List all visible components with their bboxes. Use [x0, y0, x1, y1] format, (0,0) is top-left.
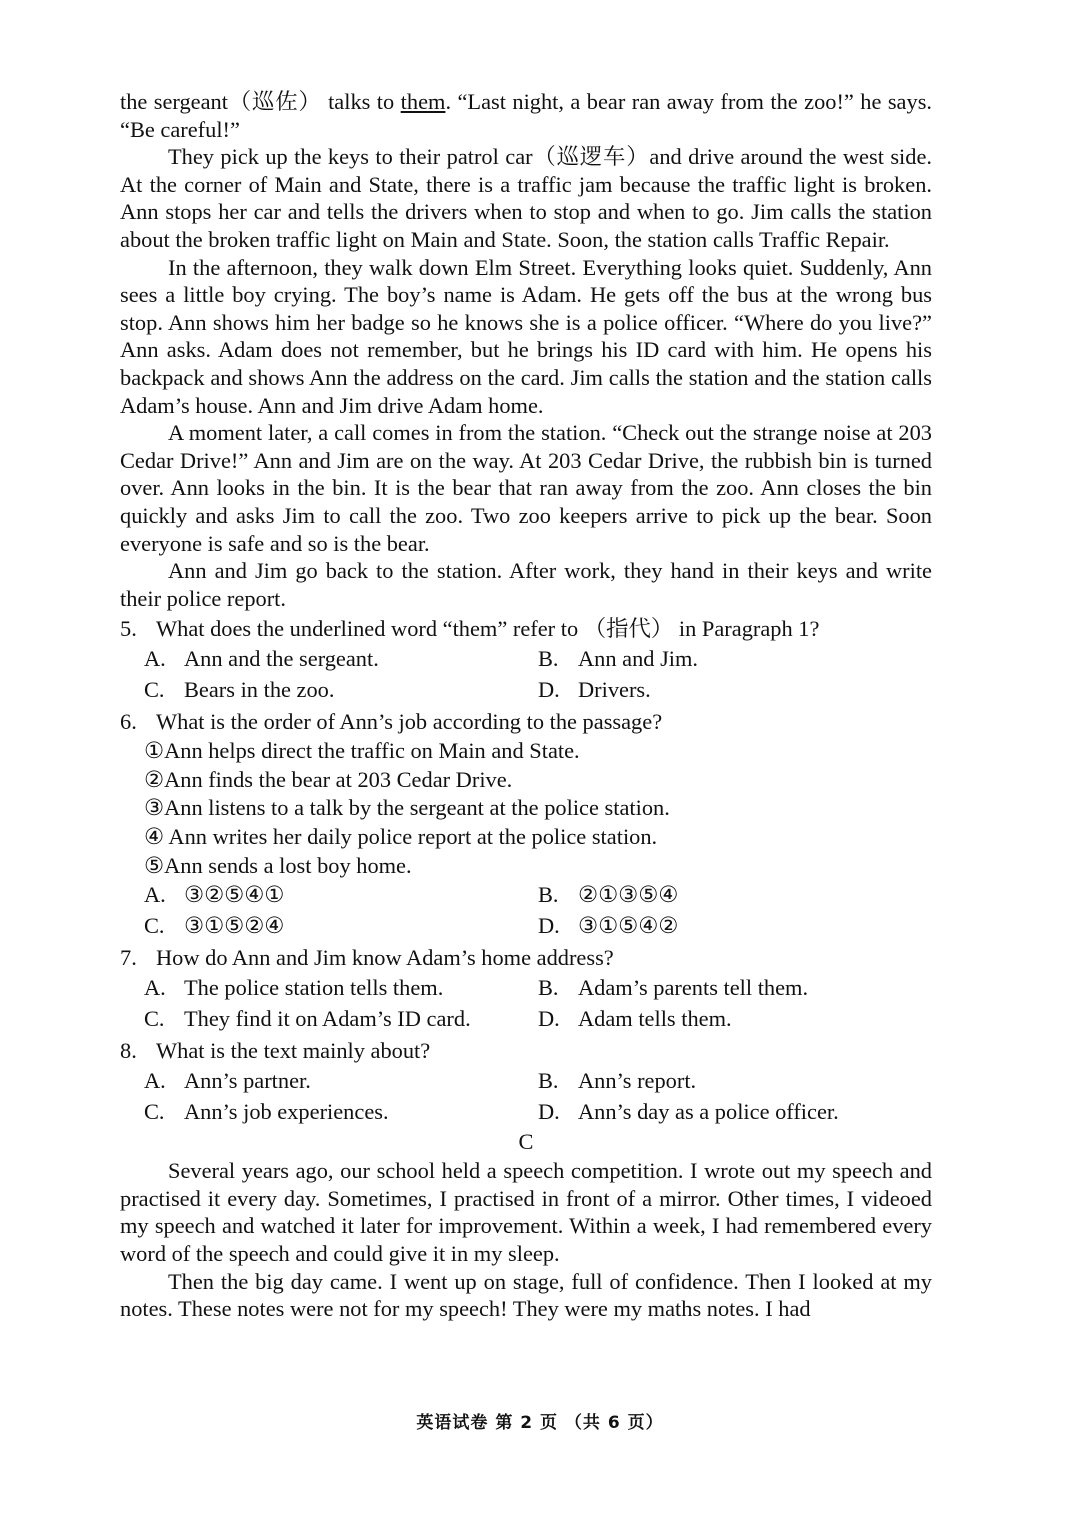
- option-d: D. Adam tells them.: [538, 1005, 732, 1031]
- question-8-stem: 8. What is the text mainly about?: [120, 1038, 431, 1064]
- passage-b-paragraph-2: They pick up the keys to their patrol car（巡逻车）and drive around the west side. At the corner of Main and State, there is a traffic jam because the traffic light is broken. Ann stops her car and tells the drivers when to stop and when to go. Jim calls the station about the broken traffic light on Main and State. Soon, the station calls Traffic Repair.: [120, 144, 932, 252]
- question-8-options: [120, 1066, 932, 1127]
- option-d: D. Ann’s day as a police officer.: [538, 1098, 839, 1124]
- option-a: A. Ann’s partner.: [144, 1068, 311, 1094]
- passage-b-paragraph-3: In the afternoon, they walk down Elm Street. Everything looks quiet. Suddenly, Ann sees a little boy crying. The boy’s name is Adam. He gets off the bus at the wrong bus stop. Ann shows him her badge so he knows she is a police officer. “Where do you live?” Ann asks. Adam does not remember, but he brings his ID card with him. He opens his backpack and shows Ann the address on the card. Jim calls the station and the station calls Adam’s house. Ann and Jim drive Adam home.: [120, 254, 932, 418]
- exam-page: [120, 88, 932, 1323]
- step-5: ⑤Ann sends a lost boy home.: [144, 852, 412, 878]
- option-c: C. They find it on Adam’s ID card.: [144, 1005, 471, 1031]
- question-5-stem: 5. What does the underlined word “them” refer to （指代） in Paragraph 1?: [120, 616, 820, 642]
- option-b: B. ②①③⑤④: [538, 882, 679, 908]
- option-c: C. ③①⑤②④: [144, 912, 285, 938]
- question-7-options: [120, 973, 932, 1034]
- step-1: ①Ann helps direct the traffic on Main and State.: [144, 738, 580, 764]
- question-5-options: [120, 644, 932, 705]
- option-c: C. Bears in the zoo.: [144, 676, 335, 702]
- option-d: D. ③①⑤④②: [538, 912, 679, 938]
- passage-b-paragraph-5: Ann and Jim go back to the station. After work, they hand in their keys and write their police report.: [120, 558, 932, 611]
- option-d: D. Drivers.: [538, 676, 651, 702]
- page-footer: 英语试卷 第 2 页 （共 6 页）: [416, 1413, 664, 1433]
- option-b: B. Ann and Jim.: [538, 646, 699, 672]
- step-4: ④ Ann writes her daily police report at the police station.: [144, 824, 658, 850]
- question-6-steps: [120, 737, 932, 880]
- question-6-options: [120, 880, 932, 941]
- question-6-stem: 6. What is the order of Ann’s job according to the passage?: [120, 709, 663, 735]
- question-7-stem: 7. How do Ann and Jim know Adam’s home address?: [120, 945, 614, 971]
- underlined-word-them: them: [400, 89, 446, 114]
- passage-b-paragraph-4: A moment later, a call comes in from the station. “Check out the strange noise at 203 Cedar Drive!” Ann and Jim are on the way. At 203 Cedar Drive, the rubbish bin is turned over. Ann looks in the bin. It is the bear that ran away from the zoo. Ann closes the bin quickly and asks Jim to call the zoo. Two zoo keepers arrive to pick up the bear. Soon everyone is safe and so is the bear.: [120, 420, 932, 556]
- option-a: A. Ann and the sergeant.: [144, 646, 379, 672]
- step-3: ③Ann listens to a talk by the sergeant at the police station.: [144, 795, 670, 821]
- question-7: [120, 943, 932, 1034]
- option-a: A. The police station tells them.: [144, 975, 444, 1001]
- passage-c-paragraph-2: Then the big day came. I went up on stage, full of confidence. Then I looked at my notes. These notes were not for my speech! They were my maths notes. I had: [120, 1268, 932, 1322]
- question-5: [120, 614, 932, 705]
- step-2: ②Ann finds the bear at 203 Cedar Drive.: [144, 766, 513, 792]
- option-b: B. Ann’s report.: [538, 1068, 697, 1094]
- passage-c-paragraph-1: Several years ago, our school held a speech competition. I wrote out my speech and practised it every day. Sometimes, I practised in front of a mirror. Other times, I videoed my speech and watched it later for improvement. Within a week, I had remembered every word of the speech and could give it in my sleep.: [120, 1158, 932, 1267]
- section-c-heading: C: [518, 1129, 534, 1155]
- passage-b-paragraph-1: the sergeant（巡佐） talks to them. “Last night, a bear ran away from the zoo!” he says. “Be careful!”: [120, 89, 933, 142]
- option-c: C. Ann’s job experiences.: [144, 1098, 389, 1124]
- question-6: [120, 707, 932, 941]
- option-b: B. Adam’s parents tell them.: [538, 975, 809, 1001]
- option-a: A. ③②⑤④①: [144, 882, 285, 908]
- question-8: [120, 1036, 932, 1127]
